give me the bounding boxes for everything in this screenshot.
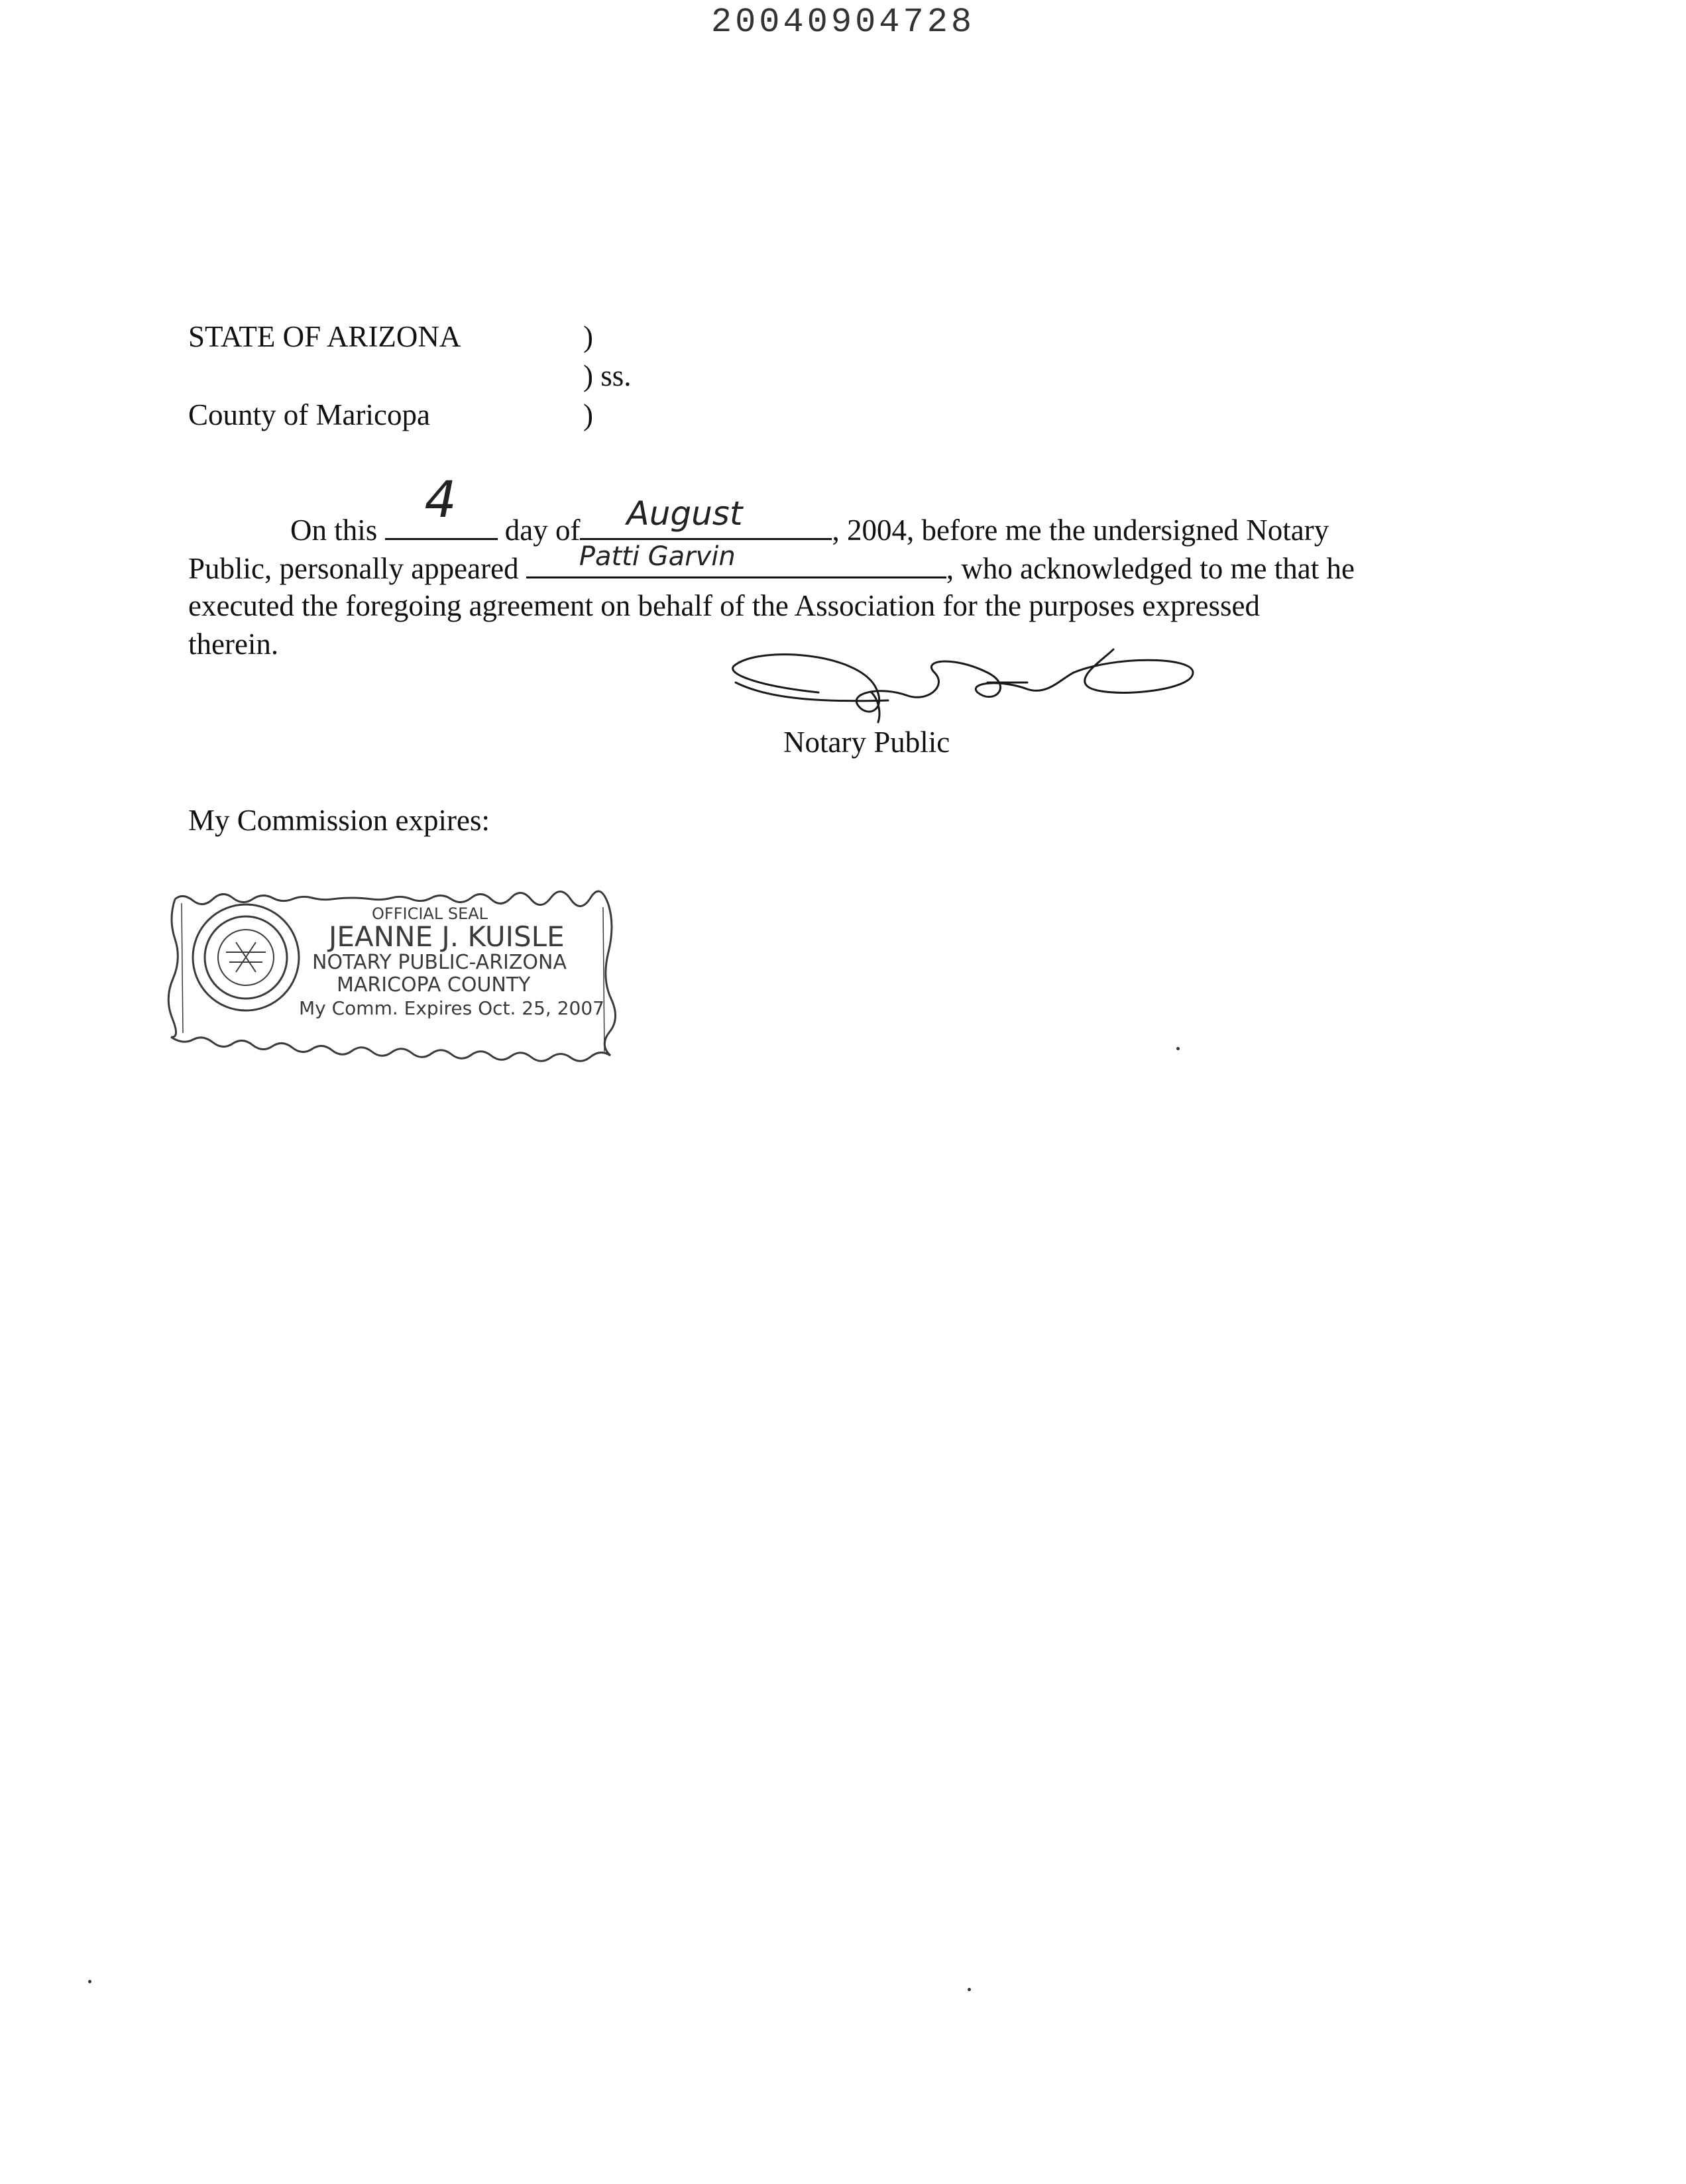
- day-handwritten: 4: [424, 470, 457, 529]
- ack-line-1: [290, 470, 1329, 547]
- name-blank: [526, 541, 946, 578]
- month-blank: [580, 494, 832, 540]
- acknowledged-text: , who acknowledged to me that he: [946, 552, 1355, 585]
- public-appeared-text: Public, personally appeared: [188, 552, 519, 585]
- month-handwritten: August: [626, 494, 743, 533]
- ack-line-2: [188, 541, 1355, 585]
- venue-county: County of Maricopa: [188, 398, 430, 431]
- day-blank: [385, 470, 498, 540]
- commission-label: My Commission expires:: [188, 804, 490, 837]
- venue-paren-3: ): [583, 398, 593, 431]
- seal-line-name: JEANNE J. KUISLE: [329, 920, 565, 953]
- notary-public-label: Notary Public: [783, 726, 950, 759]
- venue-paren-1: ): [583, 320, 593, 353]
- scan-speck: [88, 1980, 91, 1983]
- ack-line-4: therein.: [188, 628, 279, 661]
- day-of-text: day of: [504, 514, 581, 547]
- notary-signature: [716, 646, 1206, 739]
- scan-speck: [968, 1988, 971, 1991]
- seal-line-expires: My Comm. Expires Oct. 25, 2007: [299, 997, 604, 1019]
- venue-state: STATE OF ARIZONA: [188, 320, 461, 353]
- venue-paren-ss: ) ss.: [583, 359, 632, 392]
- seal-line-county: MARICOPA COUNTY: [337, 973, 531, 997]
- year-text: , 2004, before me the undersigned Notary: [832, 514, 1329, 547]
- seal-line-official: OFFICIAL SEAL: [372, 904, 488, 923]
- official-seal-stamp: [163, 886, 620, 1065]
- document-number: 20040904728: [710, 3, 976, 42]
- on-this-text: On this: [290, 514, 378, 547]
- ack-line-3: executed the foregoing agreement on behalf of the Association for the purposes expressed: [188, 589, 1260, 622]
- seal-line-title: NOTARY PUBLIC-ARIZONA: [312, 951, 567, 974]
- name-handwritten: Patti Garvin: [579, 541, 736, 572]
- scan-speck: [1176, 1047, 1180, 1050]
